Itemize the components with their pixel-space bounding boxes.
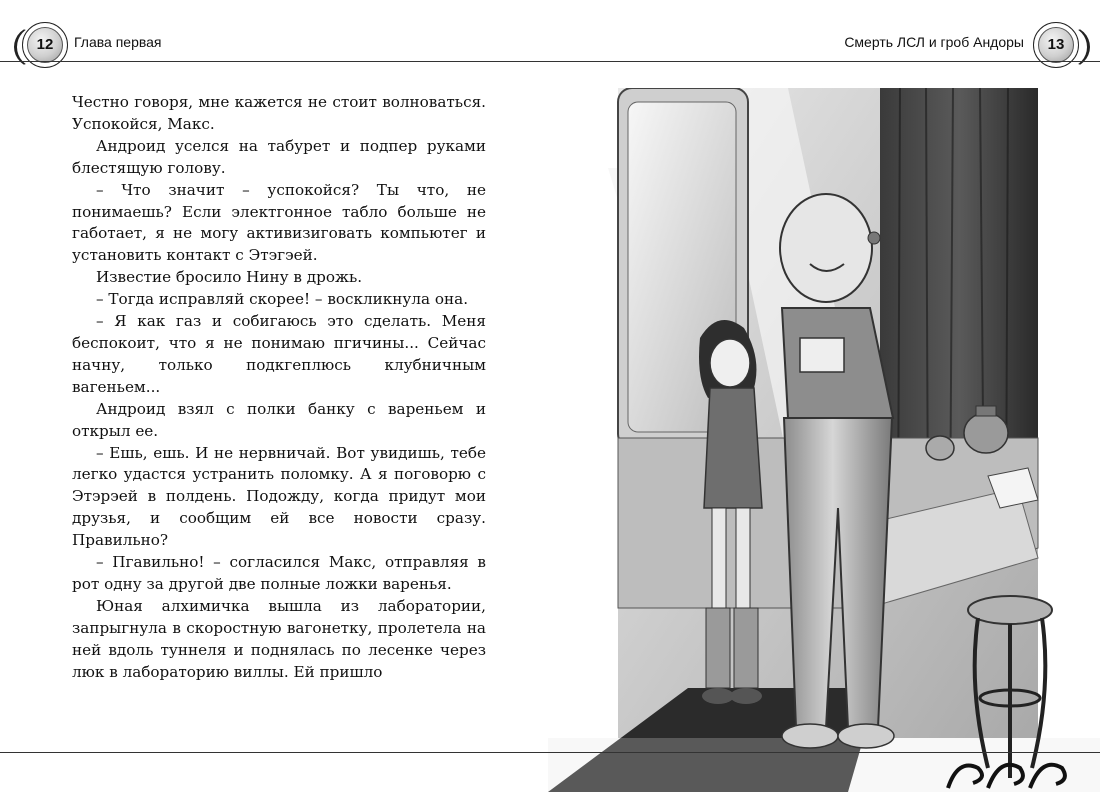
running-head-right: Смерть ЛСЛ и гроб Андоры [844,34,1024,50]
jar [926,436,954,460]
page-number-left: 12 [36,36,54,53]
paragraph: Андроид уселся на табурет и подпер руками блестящую голову. [72,136,486,177]
paragraph: Юная алхимичка вышла из лаборатории, запрыгнула в скоростную вагонетку, пролетела на ней вдоль туннеля и поднялась по лесенке через люк в лабораторию виллы. Ей пришло [72,596,486,681]
paragraph: – Тогда исправляй скорее! – воскликнула она. [96,290,469,309]
paragraph: Андроид взял с полки банку с вареньем и открыл ее. [72,399,486,440]
page-number-right: 13 [1047,36,1065,53]
header-rule [0,61,1100,62]
pencil-illustration-icon [548,88,1100,792]
body-text [72,92,486,683]
paragraph: – Что значит – успокойся? Ты что, не понимаешь? Если электгонное табло больше не габотает, я не могу активизиговать компьютег и установить контакт с Этэгэей. [72,180,486,265]
jar-lid [976,406,996,416]
paragraph: – Я как газ и собигаюсь это сделать. Меня беспокоит, что я не понимаю пгичины... Сейчас начну, только подкгеплюсь клубничным вагеньем... [72,312,486,396]
paragraph: – Пгавильно! – согласился Макс, отправляя в рот одну за другой две полные ложки варенья. [72,553,486,593]
jar [964,413,1008,453]
paragraph: Известие бросило Нину в дрожь. [96,268,363,287]
paragraph: – Ешь, ешь. И не нервничай. Вот увидишь, тебе легко удастся устранить поломку. А я поговорю с Этэрэей в полдень. Подожду, когда придут мои друзья, и сообщим ей все новости сразу. Правильно? [72,443,486,550]
paragraph: Честно говоря, мне кажется не стоит волноваться. Успокойся, Макс. [72,93,486,133]
footer-rule [0,752,1100,753]
running-head-left: Глава первая [74,34,162,50]
